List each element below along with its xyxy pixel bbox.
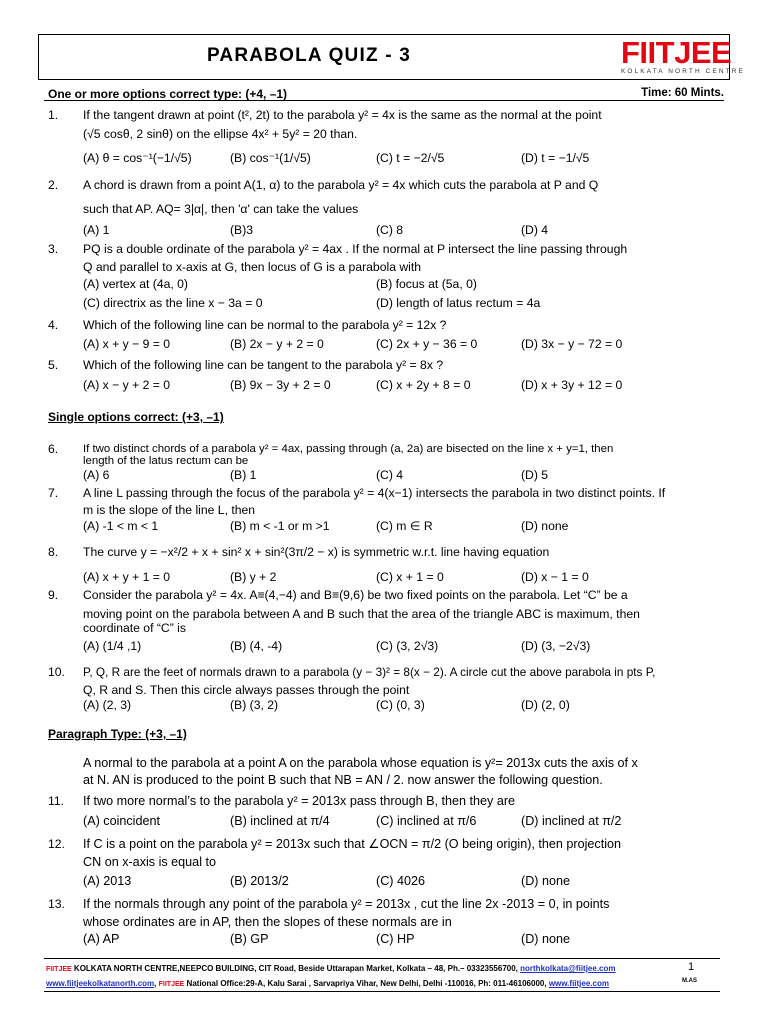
option-a: (A) AP — [83, 932, 120, 946]
option-b: (B)3 — [230, 223, 254, 237]
options — [83, 519, 723, 534]
question-number: 7. — [48, 486, 59, 500]
question-text: Consider the parabola y² = 4x. A≡(4,−4) and B≡(9,6) be two fixed points on the parabola. Let “C” be a — [83, 588, 628, 602]
option-c: (C) 8 — [376, 223, 404, 237]
footer-email-link[interactable]: northkolkata@fiitjee.com — [520, 964, 616, 973]
logo-subtext: KOLKATA NORTH CENTRE — [621, 68, 745, 75]
footer-logo-2: FIITJEE — [158, 981, 185, 988]
option-a: (A) 1 — [83, 223, 110, 237]
question-text-line2: length of the latus rectum can be — [83, 455, 249, 467]
question-text: If two distinct chords of a parabola y² = 4ax, passing through (a, 2a) are bisected on the line x + y=1, then — [83, 443, 614, 455]
option-b: (B) (3, 2) — [230, 698, 279, 712]
fiitjee-logo — [621, 35, 765, 78]
question-number: 9. — [48, 588, 59, 602]
question-text: A chord is drawn from a point A(1, α) to the parabola y² = 4x which cuts the parabola at P and Q — [83, 178, 599, 192]
option-b: (B) GP — [230, 932, 269, 946]
question-number: 5. — [48, 358, 59, 372]
option-b: (B) 9x − 3y + 2 = 0 — [230, 378, 331, 392]
option-a: (A) 6 — [83, 468, 110, 482]
question-number: 12. — [48, 837, 65, 851]
page-footer — [44, 958, 720, 992]
question-number: 8. — [48, 545, 59, 559]
header-box — [38, 34, 745, 80]
question-number: 1. — [48, 108, 59, 122]
footer-website-link[interactable]: www.fiitjeekolkatanorth.com — [46, 979, 155, 988]
option-d: (D) inclined at π/2 — [521, 814, 622, 828]
question-text: If two more normal’s to the parabola y² = 2013x pass through B, then they are — [83, 794, 516, 808]
paragraph-line2: at N. AN is produced to the point B such that NB = AN / 2. now answer the following question. — [83, 773, 603, 787]
option-c: (C) 4 — [376, 468, 404, 482]
paragraph-line1: A normal to the parabola at a point A on the parabola whose equation is y²= 2013x cuts the axis of x — [83, 756, 638, 770]
option-d: (D) length of latus rectum = 4a — [376, 296, 541, 310]
option-b: (B) inclined at π/4 — [230, 814, 330, 828]
option-c: (C) x + 1 = 0 — [376, 570, 444, 584]
footer-line2: www.fiitjeekolkatanorth.com, FIITJEE National Office:29-A, Kalu Sarai , Sarvapriya Vihar, New Delhi, Delhi -110016, Ph: 011-46106000, www.fiitjee.com — [46, 979, 609, 988]
options — [83, 468, 723, 483]
time-label: Time: 60 Mints. — [641, 87, 724, 99]
section-single: Single options correct: (+3, –1) — [48, 410, 224, 424]
question-text-line2: whose ordinates are in AP, then the slopes of these normals are in — [83, 915, 452, 929]
options — [83, 151, 723, 166]
options — [83, 337, 723, 352]
option-a: (A) θ = cos⁻¹(−1/√5) — [83, 151, 192, 165]
option-a: (A) -1 < m < 1 — [83, 519, 159, 533]
option-a: (A) x + y + 1 = 0 — [83, 570, 171, 584]
author-initials: M.AS — [682, 978, 697, 984]
option-c: (C) 4026 — [376, 874, 425, 888]
option-c: (C) (0, 3) — [376, 698, 425, 712]
type-label: One or more options correct type: (+4, –1) — [48, 87, 288, 101]
option-a: (A) x + y − 9 = 0 — [83, 337, 171, 351]
option-a: (A) coincident — [83, 814, 160, 828]
option-d: (D) 5 — [521, 468, 549, 482]
option-a: (A) (1/4 ,1) — [83, 639, 142, 653]
question-text-line2: Q, R and S. Then this circle always passes through the point — [83, 683, 410, 697]
option-c: (C) inclined at π/6 — [376, 814, 477, 828]
option-b: (B) focus at (5a, 0) — [376, 277, 477, 291]
option-d: (D) x − 1 = 0 — [521, 570, 589, 584]
options — [83, 378, 723, 393]
option-d: (D) x + 3y + 12 = 0 — [521, 378, 623, 392]
options — [83, 698, 723, 713]
page-title: PARABOLA QUIZ - 3 — [206, 45, 412, 66]
question-text: A line L passing through the focus of the parabola y² = 4(x−1) intersects the parabola in two distinct points. If — [83, 486, 666, 500]
option-c: (C) directrix as the line x − 3a = 0 — [83, 296, 263, 310]
question-text-line3: coordinate of “C” is — [83, 621, 186, 635]
option-b: (B) m < -1 or m >1 — [230, 519, 330, 533]
footer-line1 — [46, 964, 616, 973]
question-text: PQ is a double ordinate of the parabola y² = 4ax . If the normal at P intersect the line passing through — [83, 242, 628, 256]
option-a: (A) (2, 3) — [83, 698, 132, 712]
question-number: 2. — [48, 178, 59, 192]
option-c: (C) m ∈ R — [376, 519, 433, 533]
question-text: If C is a point on the parabola y² = 2013x such that ∠OCN = π/2 (O being origin), then projection — [83, 837, 622, 851]
question-number: 4. — [48, 318, 59, 332]
options — [83, 874, 723, 889]
options-row1 — [83, 277, 723, 292]
option-d: (D) (3, −2√3) — [521, 639, 591, 653]
question-text: If the normals through any point of the parabola y² = 2013x , cut the line 2x -2013 = 0, in points — [83, 897, 610, 911]
option-d: (D) t = −1/√5 — [521, 151, 590, 165]
question-text-line2: Q and parallel to x-axis at G, then locus of G is a parabola with — [83, 260, 422, 274]
options — [83, 639, 723, 654]
question-text-line2: such that AP. AQ= 3|α|, then 'α' can take the values — [83, 202, 359, 216]
question-text-line2: CN on x-axis is equal to — [83, 855, 216, 869]
options-row2 — [83, 296, 723, 311]
option-c: (C) t = −2/√5 — [376, 151, 445, 165]
option-b: (B) 2x − y + 2 = 0 — [230, 337, 324, 351]
option-b: (B) (4, -4) — [230, 639, 283, 653]
options — [83, 932, 723, 947]
question-text-line2: (√5 cosθ, 2 sinθ) on the ellipse 4x² + 5y² = 20 than. — [83, 127, 358, 141]
option-b: (B) cos⁻¹(1/√5) — [230, 151, 311, 165]
options — [83, 223, 723, 238]
options — [83, 814, 723, 829]
option-d: (D) 3x − y − 72 = 0 — [521, 337, 623, 351]
question-text: P, Q, R are the feet of normals drawn to a parabola (y − 3)² = 8(x − 2). A circle cut the above parabola in pts P, — [83, 665, 656, 679]
footer-national-office: National Office:29-A, Kalu Sarai , Sarvapriya Vihar, New Delhi, Delhi -110016, Ph: 011-46106000, — [186, 979, 547, 988]
question-text-line2: m is the slope of the line L, then — [83, 503, 256, 517]
divider — [44, 100, 724, 101]
option-b: (B) y + 2 — [230, 570, 277, 584]
option-a: (A) 2013 — [83, 874, 132, 888]
footer-fiitjee-link[interactable]: www.fiitjee.com — [548, 979, 609, 988]
option-a: (A) x − y + 2 = 0 — [83, 378, 171, 392]
option-c: (C) 2x + y − 36 = 0 — [376, 337, 478, 351]
option-d: (D) none — [521, 519, 569, 533]
option-d: (D) (2, 0) — [521, 698, 570, 712]
option-a: (A) vertex at (4a, 0) — [83, 277, 188, 291]
question-text: Which of the following line can be normal to the parabola y² = 12x ? — [83, 318, 447, 332]
option-d: (D) none — [521, 874, 570, 888]
question-text: If the tangent drawn at point (t², 2t) to the parabola y² = 4x is the same as the normal at the point — [83, 108, 602, 122]
question-text: Which of the following line can be tangent to the parabola y² = 8x ? — [83, 358, 444, 372]
section-paragraph: Paragraph Type: (+3, –1) — [48, 727, 187, 741]
logo-text: FIITJEE — [621, 35, 732, 70]
question-number: 3. — [48, 242, 59, 256]
question-number: 6. — [48, 442, 59, 456]
options — [83, 570, 723, 585]
option-c: (C) x + 2y + 8 = 0 — [376, 378, 471, 392]
question-text: The curve y = −x²/2 + x + sin² x + sin²(3π/2 − x) is symmetric w.r.t. line having equation — [83, 545, 550, 559]
question-number: 11. — [48, 794, 65, 808]
option-d: (D) 4 — [521, 223, 549, 237]
option-b: (B) 2013/2 — [230, 874, 289, 888]
option-b: (B) 1 — [230, 468, 257, 482]
option-c: (C) (3, 2√3) — [376, 639, 439, 653]
option-d: (D) none — [521, 932, 570, 946]
question-text-line2: moving point on the parabola between A and B such that the area of the triangle ABC is maximum, then — [83, 607, 640, 621]
question-number: 13. — [48, 897, 65, 911]
type-line — [44, 87, 724, 99]
footer-logo: FIITJEE — [46, 966, 72, 973]
question-number: 10. — [48, 665, 65, 679]
footer-address: KOLKATA NORTH CENTRE,NEEPCO BUILDING, CIT Road, Beside Uttarapan Market, Kolkata – 48, Ph.– 03323556700, — [73, 964, 518, 973]
option-c: (C) HP — [376, 932, 415, 946]
page-number: 1 — [688, 961, 695, 973]
